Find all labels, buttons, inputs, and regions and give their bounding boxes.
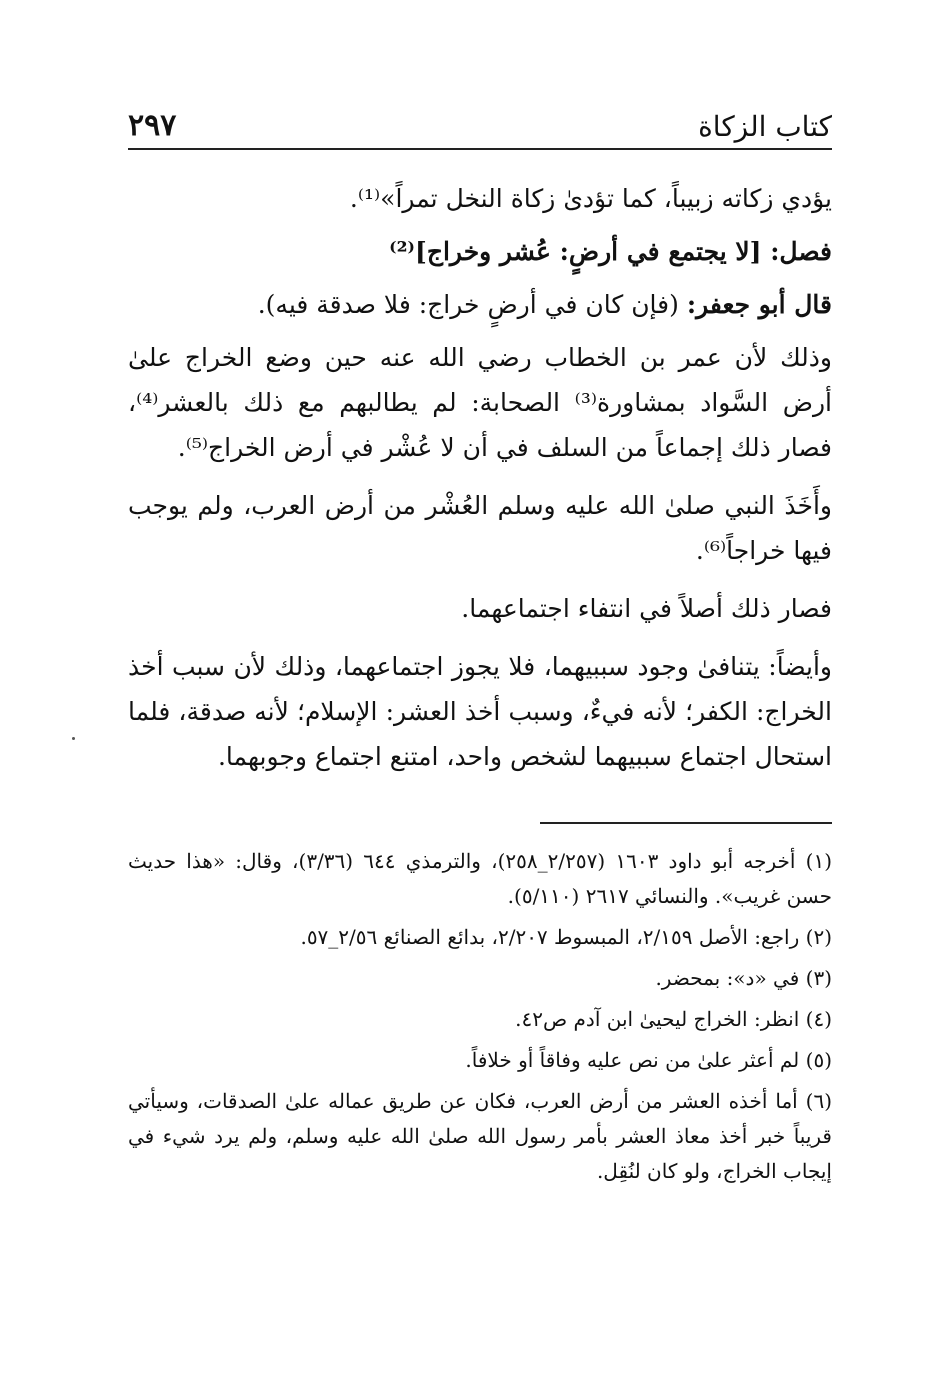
footnote: (٣) في «د»: بمحضر. (655, 966, 832, 990)
section-heading: فصل: [لا يجتمع في أرضٍ: عُشر وخراج]⁽²⁾ (389, 237, 832, 266)
quote-paragraph (128, 282, 832, 327)
scan-speck (72, 737, 75, 740)
footnote: (٢) راجع: الأصل ٢/١٥٩، المبسوط ٢/٢٠٧، بدائع الصنائع ٢/٥٦_٥٧. (300, 925, 832, 949)
quote-text: (فإن كان في أرضٍ خراج: فلا صدقة فيه). (257, 290, 679, 319)
main-text (128, 176, 832, 792)
footnote-divider (540, 822, 832, 824)
book-title: كتاب الزكاة (698, 110, 832, 143)
footnote: (٤) انظر: الخراج ليحيىٰ ابن آدم ص٤٢. (515, 1007, 832, 1031)
footnote: (٦) أما أخذه العشر من أرض العرب، فكان عن طريق عماله علىٰ الصدقات، وسيأتي قريباً خبر أخذ معاذ العشر بأمر رسول الله صلىٰ الله عليه وسلم، ولم يرد شيء في إيجاب الخراج، ولو كان لنُقِل. (128, 1089, 832, 1183)
paragraph: وأَخَذَ النبي صلىٰ الله عليه وسلم العُشْر من أرض العرب، ولم يوجب فيها خراجاً⁽⁶⁾. (128, 491, 832, 565)
page-number: ٢٩٧ (128, 108, 177, 143)
footnote: (٥) لم أعثر علىٰ من نص عليه وفاقاً أو خلافاً. (465, 1048, 832, 1072)
quote-speaker: قال أبو جعفر: (686, 290, 832, 319)
paragraph: وأيضاً: يتنافىٰ وجود سببيهما، فلا يجوز اجتماعهما، وذلك لأن سبب أخذ الخراج: الكفر؛ لأنه فيءٌ، وسبب أخذ العشر: الإسلام؛ لأنه صدقة، فلما استحال اجتماع سببيهما لشخص واحد، امتنع اجتماع وجوبهما. (128, 652, 832, 771)
footnotes (128, 844, 832, 1195)
footnote: (١) أخرجه أبو داود ١٦٠٣ (٢/٢٥٧_٢٥٨)، والترمذي ٦٤٤ (٣/٣٦)، وقال: «هذا حديث حسن غريب». والنسائي ٢٦١٧ (٥/١١٠). (128, 849, 832, 908)
paragraph: وذلك لأن عمر بن الخطاب رضي الله عنه حين وضع الخراج علىٰ أرض السَّواد بمشاورة⁽³⁾ الصحابة: لم يطالبهم مع ذلك بالعشر⁽⁴⁾، فصار ذلك إجماعاً من السلف في أن لا عُشْر في أرض الخراج⁽⁵⁾. (128, 343, 832, 462)
paragraph: فصار ذلك أصلاً في انتفاء اجتماعهما. (461, 594, 832, 623)
paragraph: يؤدي زكاته زبيباً، كما تؤدىٰ زكاة النخل تمراً»⁽¹⁾. (349, 184, 832, 213)
running-header (128, 104, 832, 150)
